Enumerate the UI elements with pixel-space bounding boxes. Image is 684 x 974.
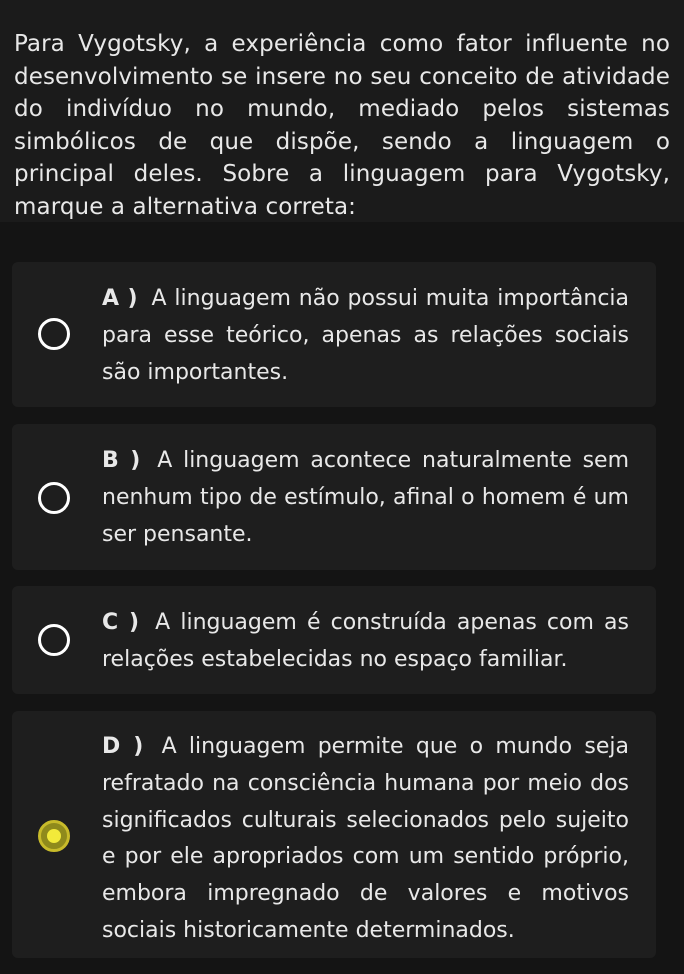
option-d-letter: D ): [102, 734, 144, 759]
option-b[interactable]: [12, 424, 656, 570]
option-a-letter: A ): [102, 286, 138, 311]
option-c-letter: C ): [102, 610, 140, 635]
option-d-text: [102, 729, 629, 950]
option-c-label: A linguagem é construída apenas com as relações estabelecidas no espaço familiar.: [102, 610, 629, 672]
question-text: Para Vygotsky, a experiência como fator influente no desenvolvimento se insere no seu conceito de atividade do indivíduo no mundo, mediado pelos sistemas simbólicos de que dispõe, sendo a linguagem o principal deles. Sobre a linguagem para Vygotsky, marque a alternativa correta:: [14, 31, 670, 220]
radio-button-option-d-selected[interactable]: [38, 820, 70, 852]
option-a[interactable]: [12, 262, 656, 407]
option-d-label: A linguagem permite que o mundo seja refratado na consciência humana por meio dos significados culturais selecionados pelo sujeito e por ele apropriados com um sentido próprio, embora impregnado de valores e motivos sociais historicamente determinados.: [102, 734, 629, 943]
option-c-text: [102, 604, 629, 678]
option-b-letter: B ): [102, 448, 141, 473]
option-b-text: [102, 442, 629, 553]
option-d[interactable]: [12, 711, 656, 958]
option-a-label: A linguagem não possui muita importância para esse teórico, apenas as relações sociais são importantes.: [102, 286, 630, 385]
option-b-label: A linguagem acontece naturalmente sem nenhum tipo de estímulo, afinal o homem é um ser pensante.: [102, 448, 629, 547]
radio-button-option-b[interactable]: [38, 482, 70, 514]
radio-button-option-c[interactable]: [38, 624, 70, 656]
question-panel: [0, 0, 684, 222]
radio-button-option-a[interactable]: [38, 318, 70, 350]
radio-selected-dot-icon: [47, 829, 61, 843]
option-a-text: [102, 280, 629, 391]
option-c[interactable]: [12, 586, 656, 694]
